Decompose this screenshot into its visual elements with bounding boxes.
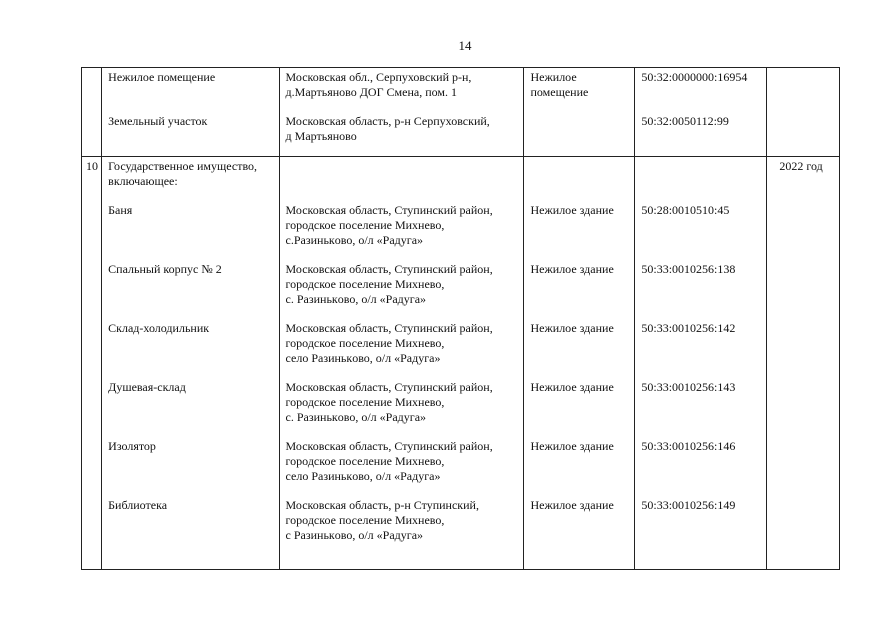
cadastral-number: 50:28:0010510:45 bbox=[641, 203, 730, 217]
property-type: Нежилое здание bbox=[530, 380, 614, 394]
property-type: Нежилое здание bbox=[530, 203, 614, 217]
year-cell bbox=[767, 68, 840, 157]
type-cell bbox=[524, 68, 635, 157]
row-number-cell: 10 bbox=[82, 157, 102, 570]
property-type: Нежилое здание bbox=[530, 439, 614, 453]
table-row bbox=[82, 157, 840, 570]
property-type: Нежилое здание bbox=[530, 321, 614, 335]
name-cell bbox=[102, 68, 279, 157]
cadastral-cell bbox=[635, 157, 767, 570]
property-address: Московская область, р-н Серпуховский, д Мартьяново bbox=[285, 114, 490, 143]
type-cell bbox=[524, 157, 635, 570]
property-name: Нежилое помещение bbox=[108, 70, 216, 84]
property-address: Московская область, р-н Ступинский, городское поселение Михнево, с Разинькoво, о/л «Радуга» bbox=[285, 498, 479, 542]
address-cell bbox=[279, 157, 524, 570]
property-name: Библиотека bbox=[108, 498, 168, 512]
cadastral-number: 50:33:0010256:143 bbox=[641, 380, 736, 394]
property-type: Нежилое здание bbox=[530, 262, 614, 276]
group-heading: Государственное имущество, включающее: bbox=[108, 159, 258, 188]
property-name: Земельный участок bbox=[108, 114, 208, 128]
row-number-cell bbox=[82, 68, 102, 157]
page-number: 14 bbox=[458, 38, 472, 53]
cadastral-number: 50:33:0010256:138 bbox=[641, 262, 736, 276]
table-row bbox=[82, 68, 840, 157]
property-address: Московская область, Ступинский район, городское поселение Михнево, село Разинькoво, о/л «Радуга» bbox=[285, 439, 493, 483]
property-table bbox=[81, 67, 840, 570]
cadastral-number: 50:32:0050112:99 bbox=[641, 114, 729, 128]
cadastral-cell bbox=[635, 68, 767, 157]
property-name: Спальный корпус № 2 bbox=[108, 262, 222, 276]
cadastral-number: 50:32:0000000:16954 bbox=[641, 70, 748, 84]
property-address: Московская обл., Серпуховский р-н, д.Мартьяново ДОГ Смена, пом. 1 bbox=[285, 70, 472, 99]
property-name: Баня bbox=[108, 203, 133, 217]
year-cell: 2022 год bbox=[767, 157, 840, 570]
cadastral-number: 50:33:0010256:142 bbox=[641, 321, 736, 335]
property-address: Московская область, Ступинский район, городское поселение Михнево, с.Разинькoво, о/л «Радуга» bbox=[285, 203, 493, 247]
property-address: Московская область, Ступинский район, городское поселение Михнево, село Разинькoво, о/л «Радуга» bbox=[285, 321, 493, 365]
cadastral-number: 50:33:0010256:146 bbox=[641, 439, 736, 453]
name-cell bbox=[102, 157, 279, 570]
property-type: Нежилое здание bbox=[530, 498, 614, 512]
cadastral-number: 50:33:0010256:149 bbox=[641, 498, 736, 512]
property-type: Нежилое помещение bbox=[530, 70, 589, 99]
property-name: Изолятор bbox=[108, 439, 156, 453]
property-name: Душевая-склад bbox=[108, 380, 186, 394]
address-cell bbox=[279, 68, 524, 157]
property-address: Московская область, Ступинский район, городское поселение Михнево, с. Разинькoво, о/л «Радуга» bbox=[285, 380, 493, 424]
property-name: Склад-холодильник bbox=[108, 321, 210, 335]
property-address: Московская область, Ступинский район, городское поселение Михнево, с. Разинькoво, о/л «Радуга» bbox=[285, 262, 493, 306]
